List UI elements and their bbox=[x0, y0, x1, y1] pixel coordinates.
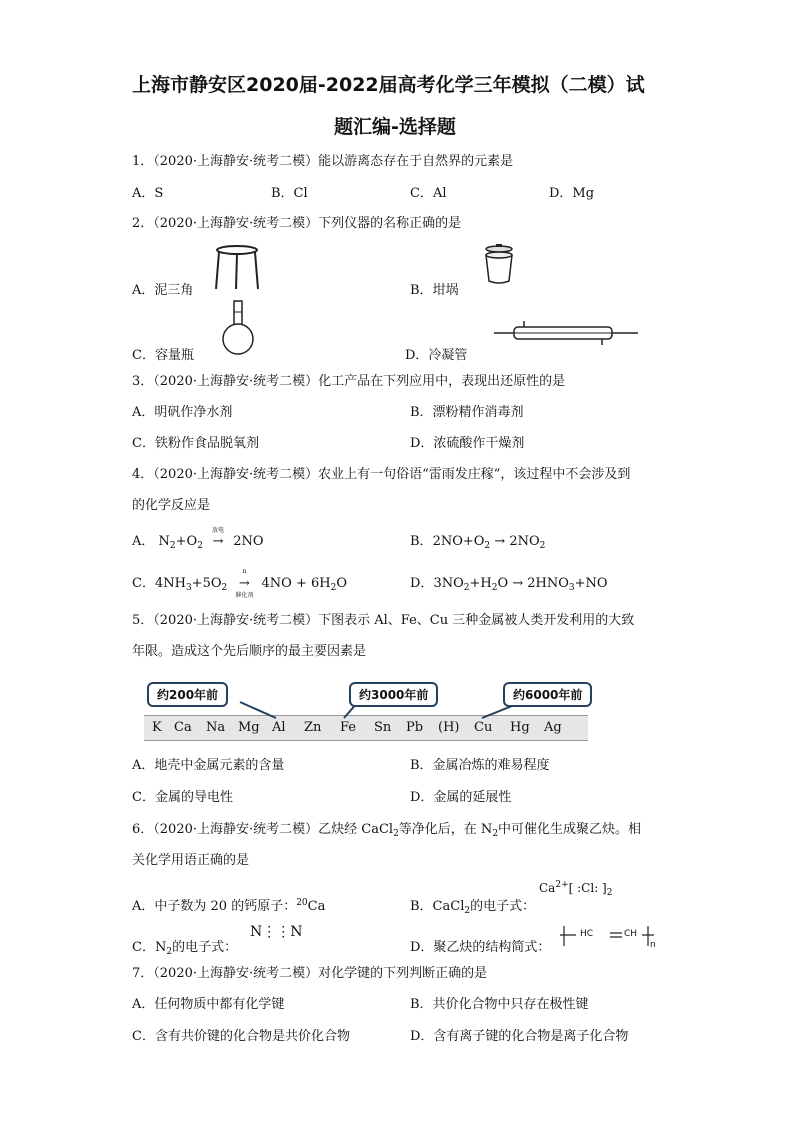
element-hg: Hg bbox=[510, 720, 530, 735]
label-200-years: 约200年前 bbox=[147, 682, 228, 707]
page-title-line1: 上海市静安区2020届-2022届高考化学三年模拟（二模）试 bbox=[132, 74, 645, 96]
q4-option-c: C．$4NH_3+5O_2$ n → 催化剂 $4NO + 6H_2O$ bbox=[132, 568, 347, 599]
question-3-stem: 3．（2020·上海静安·统考二模）化工产品在下列应用中，表现出还原性的是 bbox=[132, 374, 566, 389]
element-ag: Ag bbox=[544, 720, 562, 735]
label-6000-years: 约6000年前 bbox=[503, 682, 592, 707]
q4-option-a: A． $N_2+O_2$ 放电 → 2NO bbox=[132, 527, 264, 551]
q5-option-d: D．金属的延展性 bbox=[410, 790, 512, 805]
element-cu: Cu bbox=[474, 720, 493, 735]
q3-option-a: A．明矾作净水剂 bbox=[132, 405, 233, 420]
q2-option-d: D．冷凝管 bbox=[405, 348, 468, 363]
element-k: K bbox=[152, 720, 162, 735]
q4-option-b: B．$2NO+O_2 \to 2NO_2$ bbox=[410, 534, 546, 551]
q6-option-d: D．聚乙炔的结构简式： bbox=[410, 940, 551, 955]
element-pb: Pb bbox=[406, 720, 424, 735]
element-fe: Fe bbox=[340, 720, 357, 735]
question-4-stem-line2: 的化学反应是 bbox=[132, 498, 211, 513]
page-title-line2: 题汇编-选择题 bbox=[334, 116, 456, 138]
q7-option-d: D．含有离子键的化合物是离子化合物 bbox=[410, 1029, 629, 1044]
q4-option-d: D．$3NO_2+H_2O \to 2HNO_3+NO$ bbox=[410, 576, 608, 593]
question-5-stem-line1: 5．（2020·上海静安·统考二模）下图表示 Al、Fe、Cu 三种金属被人类开发利用的大致 bbox=[132, 613, 635, 628]
q6-option-b: B．CaCl$_2$的电子式： bbox=[410, 899, 536, 916]
element-ca: Ca bbox=[174, 720, 192, 735]
question-4-stem-line1: 4．（2020·上海静安·统考二模）农业上有一句俗语“雷雨发庄稼”，该过程中不会涉及到 bbox=[132, 467, 631, 482]
n2-electron-formula: N⋮⋮N bbox=[250, 924, 303, 940]
question-6-stem-line1: 6．（2020·上海静安·统考二模）乙炔经 CaCl$_2$等净化后，在 $N_2$中可催化生成聚乙炔。相 bbox=[132, 822, 642, 839]
element-mg: Mg bbox=[238, 720, 260, 735]
q2-option-a: A．泥三角 bbox=[132, 283, 194, 298]
q2-option-b: B．坩埚 bbox=[410, 283, 459, 298]
q2-option-c: C．容量瓶 bbox=[132, 348, 194, 363]
q5-option-a: A．地壳中金属元素的含量 bbox=[132, 758, 285, 773]
q3-option-d: D．浓硫酸作干燥剂 bbox=[410, 436, 525, 451]
q7-option-c: C．含有共价键的化合物是共价化合物 bbox=[132, 1029, 350, 1044]
element-zn: Zn bbox=[304, 720, 322, 735]
element-sn: Sn bbox=[374, 720, 392, 735]
q7-option-b: B．共价化合物中只存在极性键 bbox=[410, 997, 589, 1012]
crucible-icon bbox=[482, 243, 516, 287]
question-2-stem: 2．（2020·上海静安·统考二模）下列仪器的名称正确的是 bbox=[132, 216, 462, 231]
q1-option-c: C．Al bbox=[410, 186, 447, 201]
q6-option-c: C．$N_2$的电子式： bbox=[132, 940, 238, 957]
q6-option-a: A．中子数为 20 的钙原子：$^{20}$Ca bbox=[132, 898, 326, 914]
question-1-stem: 1．（2020·上海静安·统考二模）能以游离态存在于自然界的元素是 bbox=[132, 154, 514, 169]
volumetric-flask-icon bbox=[218, 300, 258, 356]
q1-option-a: A．S bbox=[132, 186, 164, 201]
q7-option-a: A．任何物质中都有化学键 bbox=[132, 997, 285, 1012]
cacl2-electron-formula: $Ca^{2+}$[ :Cl: ]$_2$ bbox=[539, 880, 613, 898]
q5-option-c: C．金属的导电性 bbox=[132, 790, 233, 805]
label-3000-years: 约3000年前 bbox=[349, 682, 438, 707]
q5-option-b: B．金属冶炼的难易程度 bbox=[410, 758, 550, 773]
element-h: (H) bbox=[438, 720, 460, 735]
element-al: Al bbox=[272, 720, 286, 735]
q1-option-b: B．Cl bbox=[271, 186, 308, 201]
question-5-stem-line2: 年限。造成这个先后顺序的最主要因素是 bbox=[132, 644, 367, 659]
condenser-icon bbox=[492, 320, 642, 346]
polyacetylene-formula: HC CH n bbox=[560, 924, 656, 950]
q3-option-b: B．漂粉精作消毒剂 bbox=[410, 405, 524, 420]
element-na: Na bbox=[206, 720, 226, 735]
q3-option-c: C．铁粉作食品脱氧剂 bbox=[132, 436, 259, 451]
q1-option-d: D．Mg bbox=[549, 186, 595, 201]
question-7-stem: 7．（2020·上海静安·统考二模）对化学键的下列判断正确的是 bbox=[132, 966, 488, 981]
question-6-stem-line2: 关化学用语正确的是 bbox=[132, 853, 250, 868]
tripod-icon bbox=[212, 243, 262, 293]
